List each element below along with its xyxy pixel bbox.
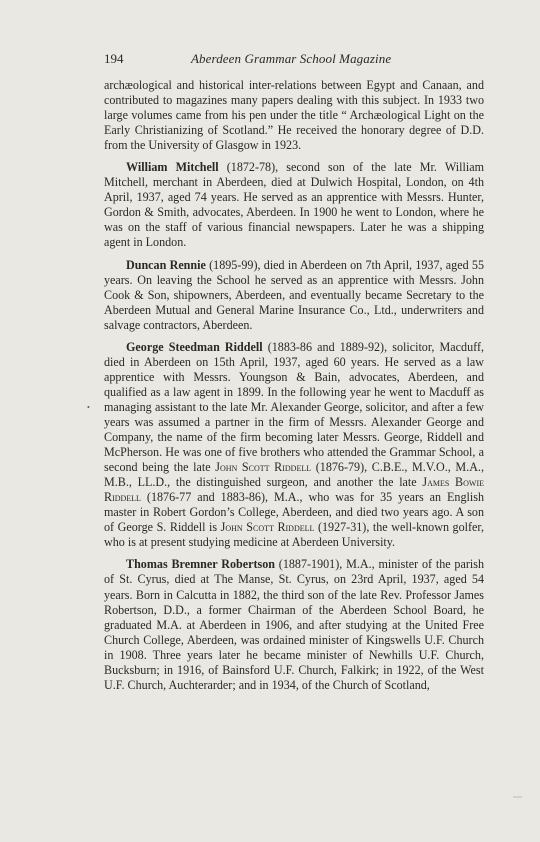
obituary-name: Duncan Rennie <box>126 257 206 272</box>
obituary-text <box>104 78 484 700</box>
running-title: Aberdeen Grammar School Magazine <box>191 51 392 66</box>
obituary-continuation <box>104 78 484 153</box>
obituary-name: William Mitchell <box>126 160 219 175</box>
page-number: 194 <box>104 51 124 66</box>
obituary-william-mitchell <box>104 160 484 250</box>
page-header <box>104 51 484 69</box>
paragraph-text: archæological and historical inter-relations between Egypt and Canaan, and contributed to magazines many papers dealing with this subject. In 1933 two large volumes came from his pen under the title “ Archæological Light on the Early Christianizing of Scotland.” He received the honorary degree of D.D. from the University of Glasgow in 1923. <box>104 78 484 153</box>
obituary-george-steedman-riddell <box>104 340 484 551</box>
paragraph-text: (1883-86 and 1889-92), solicitor, Macduff, died in Aberdeen on 15th April, 1937, aged 60 years. He served as a law apprentice with Messrs. Youngson & Bain, advocates, Aberdeen, and qualified as a law agent in 1899. In the following year he went to Macduff as managing assistant to the late Mr. Alexander George, solicitor, and after a few years was assumed a partner in the firm of Messrs. Alexander George and Company, the name of the firm becoming later Messrs. George, Riddell and McPherson. He was one of five brothers who attended the Grammar School, a second being the late <box>104 339 484 475</box>
paragraph-text: (1876-77 and 1883-86), M.A., who was for 35 years an English master in Robert Gordon’s College, Aberdeen, and died two years ago. A son of George S. Riddell is <box>104 490 484 535</box>
paragraph-text: (1876-79), C.B.E., M.V.O., M.A., M.B., LL.D., the distinguished surgeon, and another the late <box>104 460 484 490</box>
paper-speck <box>513 796 522 798</box>
person-name-small-caps: John Scott Riddell <box>215 460 312 475</box>
paragraph-text: (1887-1901), M.A., minister of the parish of St. Cyrus, died at The Manse, St. Cyrus, on 23rd April, 1937, aged 54 years. Born in Calcutta in 1882, the third son of the late Rev. Professor James Robertson, D.D., a former Chairman of the Aberdeen School Board, he graduated M.A. at Aberdeen in 1906, and after studying at the United Free Church College, Aberdeen, was ordained minister of Kingswells U.F. Church in 1908. Three years later he became minister of Newhills U.F. Church, Bucksburn; in 1916, of Bainsford U.F. Church, Falkirk; in 1922, of the West U.F. Church, Auchterarder; and in 1934, of the Church of Scotland, <box>104 557 484 692</box>
obituary-name: George Steedman Riddell <box>126 339 263 354</box>
obituary-thomas-bremner-robertson <box>104 557 484 692</box>
person-name-small-caps: James Bowie Riddell <box>104 475 485 505</box>
person-name-small-caps: John Scott Riddell <box>220 520 315 535</box>
paragraph-text: (1927-31), the well-known golfer, who is at present studying medicine at Aberdeen University. <box>104 520 484 550</box>
margin-mark: • <box>87 403 90 412</box>
obituary-name: Thomas Bremner Robertson <box>126 557 275 572</box>
paragraph-text: (1895-99), died in Aberdeen on 7th April, 1937, aged 55 years. On leaving the School he served as an apprentice with Messrs. John Cook & Son, shipowners, Aberdeen, and eventually became Secretary to the Aberdeen Mutual and General Marine Insurance Co., Ltd., underwriters and salvage contractors, Aberdeen. <box>104 257 484 332</box>
obituary-duncan-rennie <box>104 258 484 333</box>
paragraph-text: (1872-78), second son of the late Mr. William Mitchell, merchant in Aberdeen, died at Dulwich Hospital, London, on 4th April, 1937, aged 74 years. He served as an apprentice with Messrs. Hunter, Gordon & Smith, advocates, Aberdeen. In 1900 he went to London, where he was on the staff of various financial newspapers. Later he was a shipping agent in London. <box>104 160 485 250</box>
